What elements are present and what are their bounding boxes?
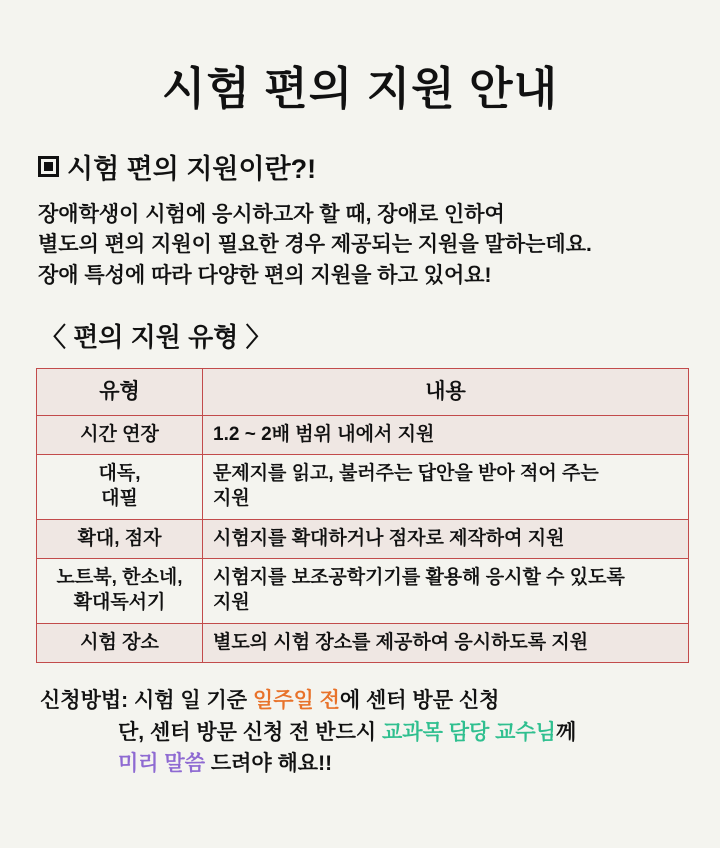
row-type-line1: 확대, 점자 — [77, 527, 162, 549]
row-type — [37, 559, 203, 623]
application-label: 신청방법: 시험 일 기준 — [40, 689, 253, 713]
table-row — [37, 623, 689, 663]
row-type — [37, 455, 203, 519]
row-desc — [203, 455, 689, 519]
row-type-line1: 노트북, 한소네, — [56, 567, 183, 589]
support-types-table — [36, 368, 689, 663]
table-heading: 〈 편의 지원 유형 〉 — [40, 322, 272, 353]
section-heading-support-definition — [38, 147, 686, 186]
definition-paragraph — [38, 200, 686, 291]
application-method — [40, 685, 686, 780]
row-desc-line1: 문제지를 읽고, 불러주는 답안을 받아 적어 주는 — [213, 463, 599, 485]
application-line2-post: 께 — [555, 720, 577, 744]
row-desc — [203, 415, 689, 455]
table-header-type: 유형 — [37, 369, 203, 415]
page-title: 시험 편의 지원 안내 — [161, 63, 559, 114]
row-type — [37, 415, 203, 455]
row-type-line1: 대독, — [98, 463, 141, 485]
row-desc-line2: 지원 — [213, 592, 250, 614]
row-type-line2: 확대독서기 — [73, 592, 166, 614]
table-row — [37, 415, 689, 455]
row-desc — [203, 623, 689, 663]
row-desc-line1: 별도의 시험 장소를 제공하여 응시하도록 지원 — [213, 631, 589, 653]
row-desc — [203, 559, 689, 623]
application-line3-post: 드려야 해요!! — [204, 752, 333, 776]
row-type — [37, 519, 203, 559]
table-row — [37, 559, 689, 623]
row-desc-line1: 시험지를 보조공학기기를 활용해 응시할 수 있도록 — [213, 567, 625, 589]
table-row — [37, 455, 689, 519]
application-line-2 — [118, 717, 686, 749]
definition-line-2: 별도의 편의 지원이 필요한 경우 제공되는 지원을 말하는데요. — [38, 233, 592, 257]
row-desc-line2: 지원 — [213, 487, 250, 509]
row-type — [37, 623, 203, 663]
row-desc — [203, 519, 689, 559]
highlight-one-week: 일주일 전 — [252, 689, 340, 713]
highlight-advance-notice: 미리 말씀 — [118, 752, 205, 776]
section-heading-text: 시험 편의 지원이란?! — [67, 154, 317, 184]
table-header-content: 내용 — [203, 369, 689, 415]
row-type-line1: 시간 연장 — [80, 423, 159, 445]
table-row — [37, 519, 689, 559]
application-line-3 — [118, 748, 686, 780]
row-type-line1: 시험 장소 — [80, 631, 159, 653]
row-type-line2: 대필 — [101, 487, 138, 509]
table-header-row — [37, 369, 689, 415]
application-after-week: 에 센터 방문 신청 — [339, 689, 500, 713]
highlight-professor: 교과목 담당 교수님 — [382, 720, 556, 744]
application-line2-pre: 단, 센터 방문 신청 전 반드시 — [118, 720, 382, 744]
row-desc-line1: 1.2 ~ 2배 범위 내에서 지원 — [213, 423, 435, 445]
filled-square-icon — [38, 156, 59, 177]
row-desc-line1: 시험지를 확대하거나 점자로 제작하여 지원 — [213, 527, 565, 549]
application-line-1 — [40, 685, 686, 717]
definition-line-3: 장애 특성에 따라 다양한 편의 지원을 하고 있어요! — [38, 263, 492, 287]
definition-line-1: 장애학생이 시험에 응시하고자 할 때, 장애로 인하여 — [38, 203, 505, 226]
